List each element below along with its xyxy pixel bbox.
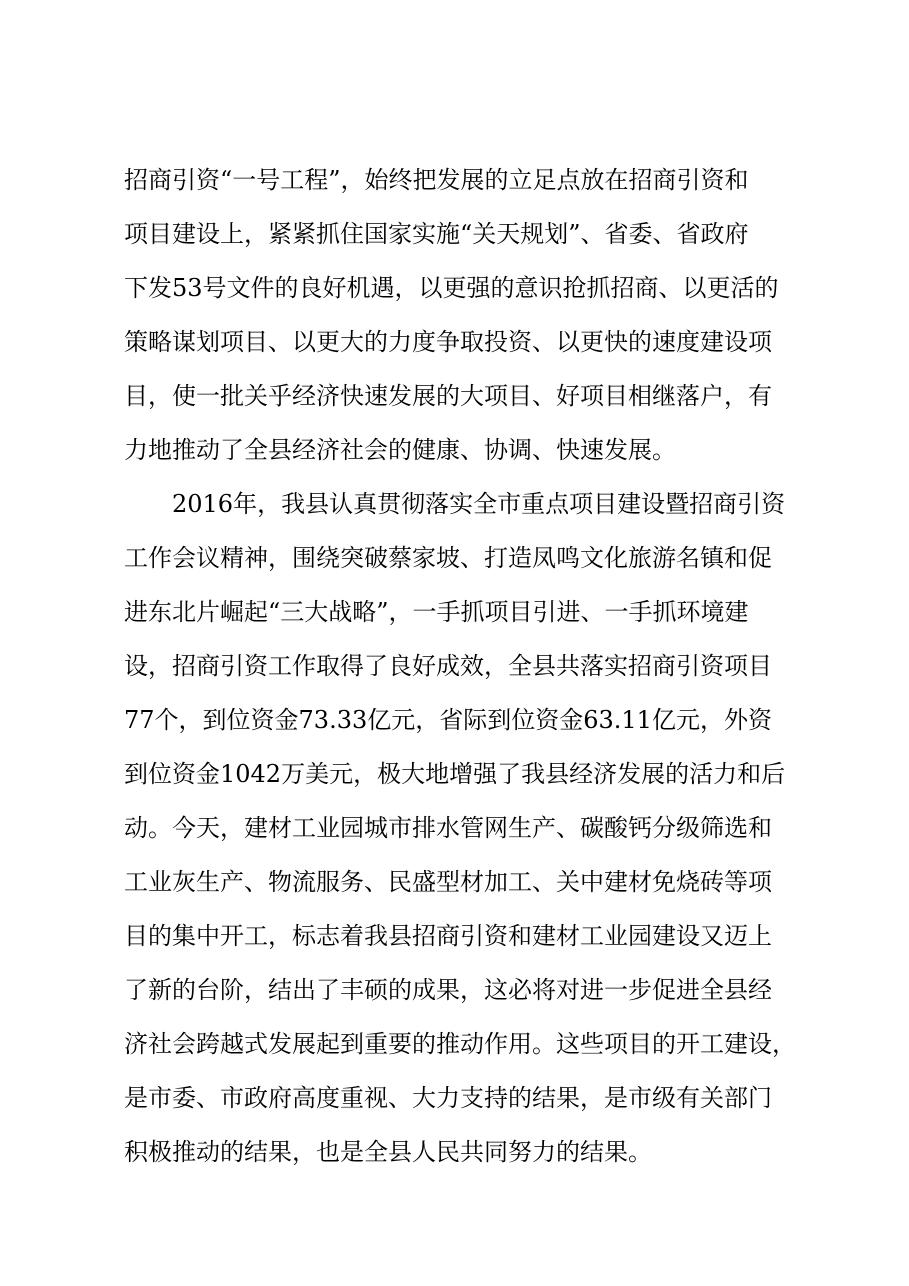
paragraph-2-line-6: 到位资金1042万美元，极大地增强了我县经济发展的活力和后: [124, 760, 786, 788]
paragraph-2-line-13: 积极推动的结果，也是全县人民共同努力的结果。: [124, 1138, 652, 1166]
paragraph-1-line-1: 招商引资“一号工程”，始终把发展的立足点放在招商引资和: [124, 166, 749, 194]
paragraph-2-line-5: 77个，到位资金73.33亿元，省际到位资金63.11亿元，外资: [124, 706, 772, 734]
paragraph-1-line-4: 策略谋划项目、以更大的力度争取投资、以更快的速度建设项: [124, 328, 772, 356]
paragraph-2-line-12: 是市委、市政府高度重视、大力支持的结果，是市级有关部门: [124, 1084, 772, 1112]
paragraph-2-line-9: 目的集中开工，标志着我县招商引资和建材工业园建设又迈上: [124, 922, 772, 950]
paragraph-2-line-7: 动。今天，建材工业园城市排水管网生产、碳酸钙分级筛选和: [124, 814, 772, 842]
paragraph-1-line-6: 力地推动了全县经济社会的健康、协调、快速发展。: [124, 436, 676, 464]
paragraph-2-line-10: 了新的台阶，结出了丰硕的成果，这必将对进一步促进全县经: [124, 976, 772, 1004]
paragraph-2-line-4: 设，招商引资工作取得了良好成效，全县共落实招商引资项目: [124, 652, 772, 680]
paragraph-1-line-5: 目，使一批关乎经济快速发展的大项目、好项目相继落户，有: [124, 382, 772, 410]
paragraph-2-line-2: 工作会议精神，围绕突破蔡家坡、打造凤鸣文化旅游名镇和促: [124, 544, 772, 572]
paragraph-1-line-3: 下发53号文件的良好机遇，以更强的意识抢抓招商、以更活的: [124, 274, 779, 302]
paragraph-2-line-1: 2016年，我县认真贯彻落实全市重点项目建设暨招商引资: [172, 490, 786, 518]
paragraph-2-line-3: 进东北片崛起“三大战略”，一手抓项目引进、一手抓环境建: [124, 598, 749, 626]
paragraph-2-line-11: 济社会跨越式发展起到重要的推动作用。这些项目的开工建设，: [124, 1030, 796, 1058]
paragraph-2-line-8: 工业灰生产、物流服务、民盛型材加工、关中建材免烧砖等项: [124, 868, 772, 896]
paragraph-1-line-2: 项目建设上，紧紧抓住国家实施“关天规划”、省委、省政府: [124, 220, 749, 248]
